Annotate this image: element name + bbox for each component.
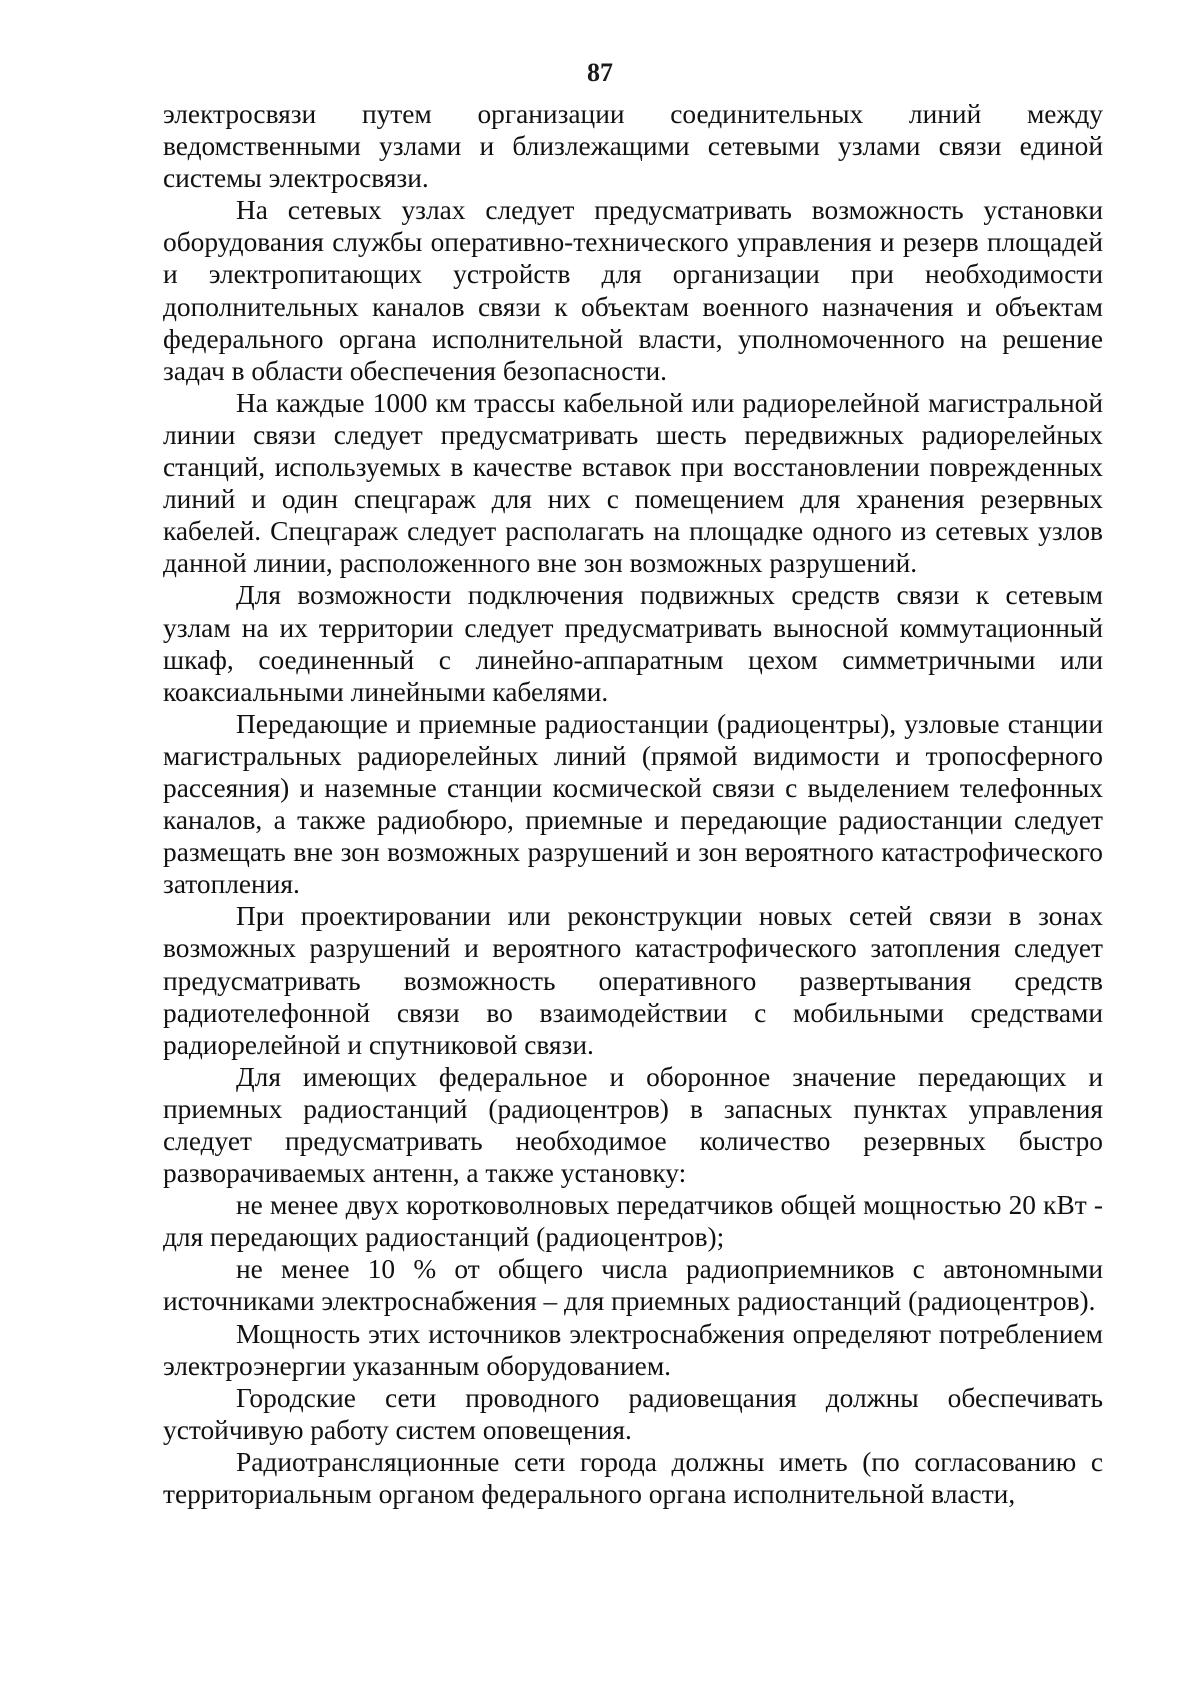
paragraph-12: Радиотрансляционные сети города должны иметь (по согласованию с территориальным органом федерального органа исполнительной власти, [163, 1446, 1103, 1510]
paragraph-2: На сетевых узлах следует предусматривать возможность установки оборудования службы оперативно-технического управления и резерв площадей и электропитающих устройств для организации при необходимости дополнительных каналов связи к объектам военного назначения и объектам федерального органа исполнительной власти, уполномоченного на решение задач в области обеспечения безопасности. [163, 195, 1103, 386]
document-body [163, 98, 1103, 1510]
paragraph-7: Для имеющих федеральное и оборонное значение передающих и приемных радиостанций (радиоцентров) в запасных пунктах управления следует предусматривать необходимое количество резервных быстро разворачиваемых антенн, а также установку: [163, 1061, 1103, 1189]
paragraph-8: не менее двух коротковолновых передатчиков общей мощностью 20 кВт - для передающих радиостанций (радиоцентров); [163, 1190, 1103, 1253]
paragraph-1: электросвязи путем организации соединительных линий между ведомственными узлами и близлежащими сетевыми узлами связи единой системы электросвязи. [163, 99, 1103, 194]
page-number: 87 [587, 58, 613, 87]
paragraph-6: При проектировании или реконструкции новых сетей связи в зонах возможных разрушений и вероятного катастрофического затопления следует предусматривать возможность оперативного развертывания средств радиотелефонной связи во взаимодействии с мобильными средствами радиорелейной и спутниковой связи. [163, 901, 1103, 1060]
paragraph-4: Для возможности подключения подвижных средств связи к сетевым узлам на их территории следует предусматривать выносной коммутационный шкаф, соединенный с линейно-аппаратным цехом симметричными или коаксиальными линейными кабелями. [163, 580, 1103, 707]
paragraph-9: не менее 10 % от общего числа радиоприемников с автономными источниками электроснабжения – для приемных радиостанций (радиоцентров). [163, 1254, 1103, 1317]
paragraph-10: Мощность этих источников электроснабжения определяют потреблением электроэнергии указанным оборудованием. [163, 1318, 1103, 1381]
paragraph-5: Передающие и приемные радиостанции (радиоцентры), узловые станции магистральных радиорелейных линий (прямой видимости и тропосферного рассеяния) и наземные станции космической связи с выделением телефонных каналов, а также радиобюро, приемные и передающие радиостанции следует размещать вне зон возможных разрушений и зон вероятного катастрофического затопления. [163, 708, 1103, 900]
paragraph-11: Городские сети проводного радиовещания должны обеспечивать устойчивую работу систем оповещения. [163, 1382, 1103, 1445]
paragraph-3: На каждые 1000 км трассы кабельной или радиорелейной магистральной линии связи следует предусматривать шесть передвижных радиорелейных станций, используемых в качестве вставок при восстановлении поврежденных линий и один спецгараж для них с помещением для хранения резервных кабелей. Спецгараж следует располагать на площадке одного из сетевых узлов данной линии, расположенного вне зон возможных разрушений. [163, 387, 1103, 579]
